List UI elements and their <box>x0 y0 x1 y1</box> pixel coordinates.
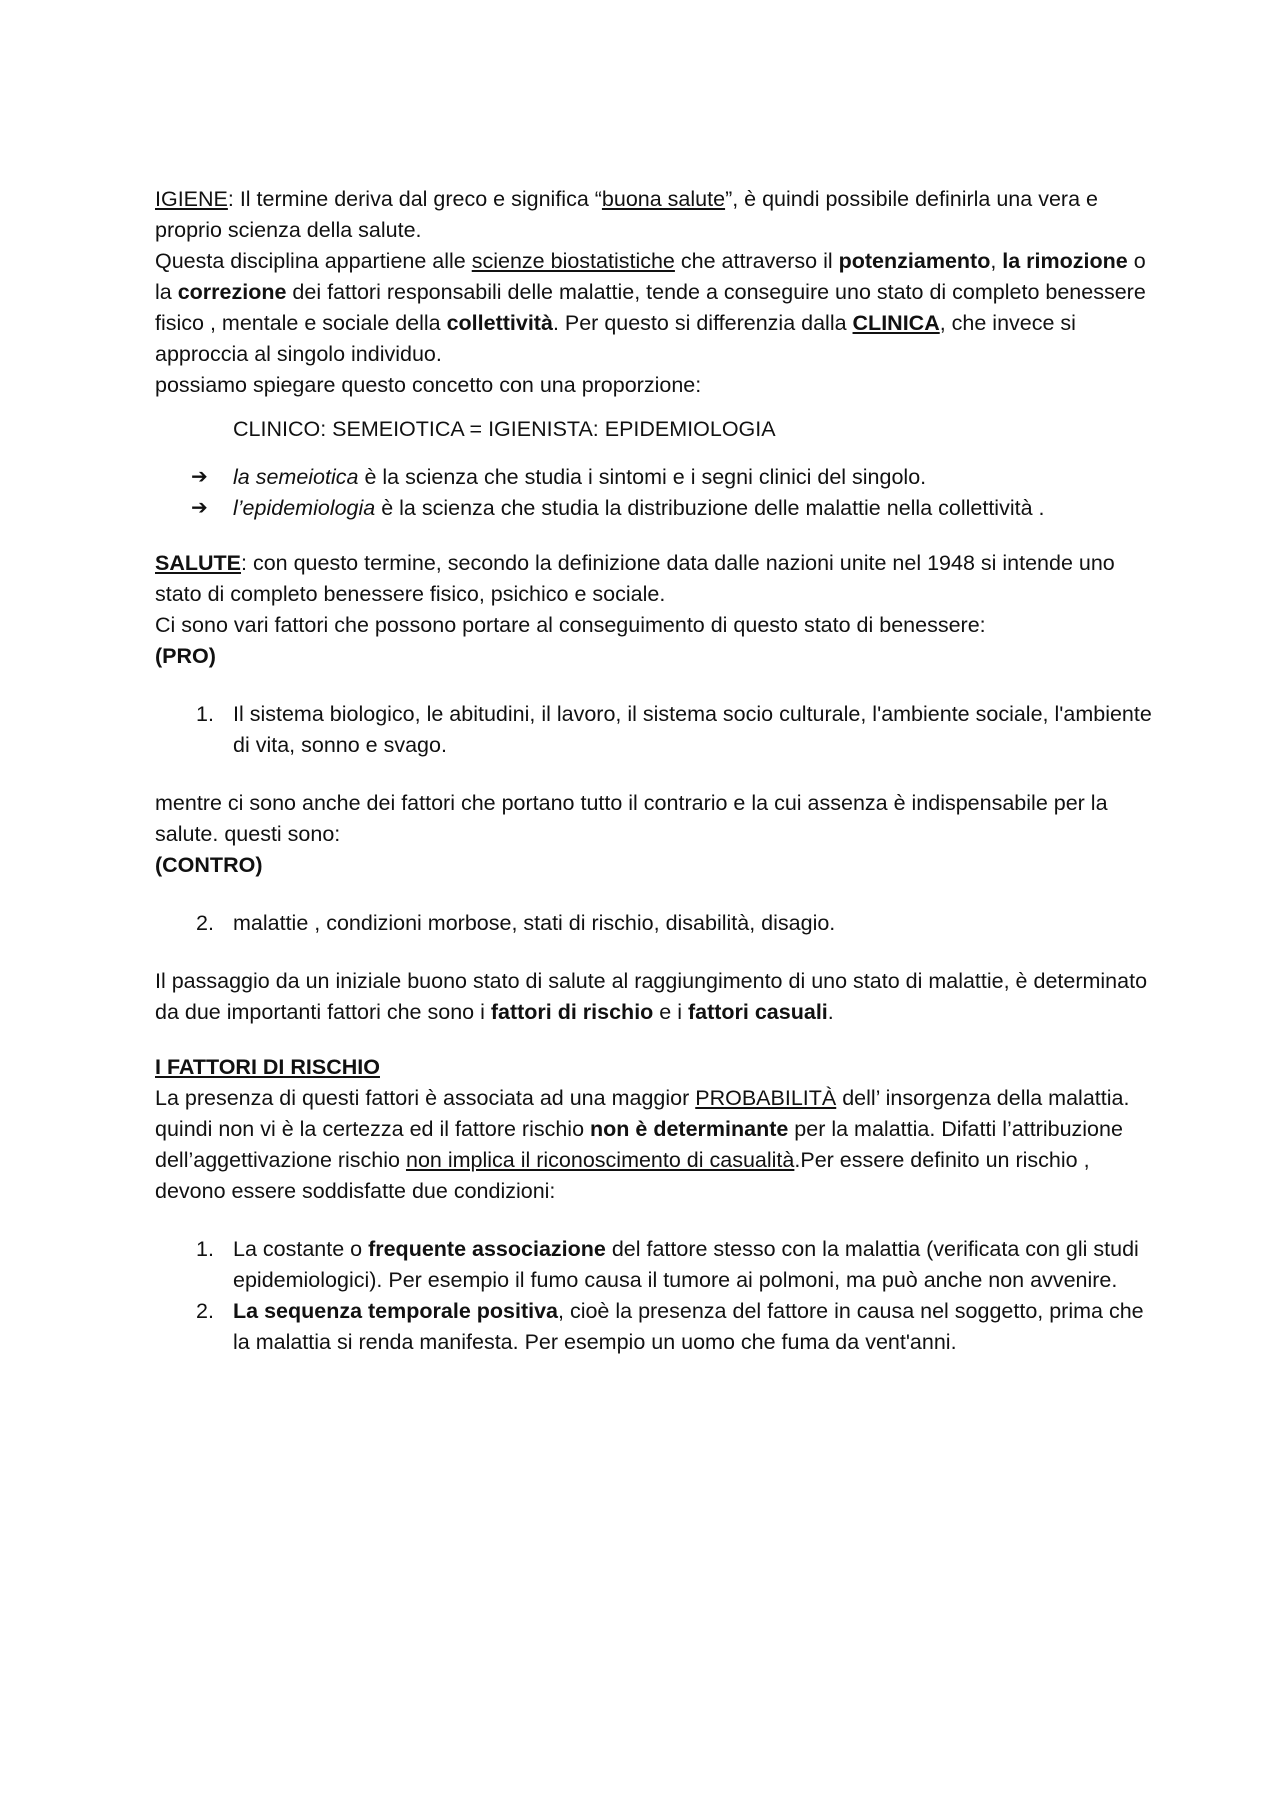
list-item <box>155 493 1155 524</box>
pro-list <box>155 699 1155 761</box>
text-run: : Il termine deriva dal greco e significa “ <box>227 187 602 211</box>
text-run: ”, è quindi possibile definirla una vera e proprio scienza della salute. <box>155 187 1098 242</box>
text-run: dell’ insorgenza della malattia. quindi non vi è la certezza ed il fattore rischio <box>155 1086 1130 1141</box>
rischio-paragraph <box>155 1083 1155 1207</box>
fattori-intro: Ci sono vari fattori che possono portare al conseguimento di questo stato di benessere: <box>155 613 986 637</box>
document-page <box>155 184 1155 1358</box>
list-number: 1. <box>196 702 214 726</box>
text-run: e i <box>653 1000 688 1024</box>
text-run: Questa disciplina appartiene alle <box>155 249 472 273</box>
list-number: 2. <box>196 911 214 935</box>
igiene-paragraph <box>155 184 1155 246</box>
text-run: : con questo termine, secondo la definizione data dalle nazioni unite nel 1948 si intende uno stato di completo benessere fisico, psichico e sociale. <box>155 551 1115 606</box>
section-heading-rischio: I FATTORI DI RISCHIO <box>155 1055 380 1079</box>
passaggio-paragraph <box>155 966 1155 1028</box>
bold-text: correzione <box>177 280 287 304</box>
bold-text: fattori casuali <box>687 1000 828 1024</box>
text-run: dei fattori responsabili delle malattie, tende a conseguire uno stato di completo benessere fisico , mentale e sociale della <box>155 280 1146 335</box>
text-run: La costante o <box>233 1237 369 1261</box>
buona-salute-text: buona salute <box>601 187 726 211</box>
list-number: 2. <box>196 1299 214 1323</box>
bold-text: non è determinante <box>590 1117 789 1141</box>
underlined-text: non implica il riconoscimento di casualità <box>405 1148 795 1172</box>
text-run: . Per questo si differenzia dalla <box>552 311 853 335</box>
text-run: del fattore stesso con la malattia (verificata con gli studi epidemiologici). Per esempio il fumo causa il tumore ai polmoni, ma può anche non avvenire. <box>233 1237 1139 1292</box>
bold-text: collettività <box>446 311 553 335</box>
bold-text: potenziamento <box>838 249 991 273</box>
contro-list <box>155 908 1155 939</box>
arrow-right-icon: ➔ <box>191 497 208 519</box>
list-item <box>155 1234 1155 1296</box>
text-run: è la scienza che studia i sintomi e i segni clinici del singolo. <box>358 465 927 489</box>
list-number: 1. <box>196 1237 214 1261</box>
bold-text: fattori di rischio <box>490 1000 654 1024</box>
text-run: . <box>827 1000 834 1024</box>
proporzione-intro: possiamo spiegare questo concetto con una proporzione: <box>155 373 702 397</box>
contro-intro: mentre ci sono anche dei fattori che portano tutto il contrario e la cui assenza è indispensabile per la salute. questi sono: <box>155 791 1108 846</box>
italic-text: l’epidemiologia <box>233 496 376 520</box>
scienze-biostatistiche-text: scienze biostatistiche <box>471 249 675 273</box>
bold-text: frequente associazione <box>368 1237 606 1261</box>
text-run: , <box>990 249 1003 273</box>
spacer <box>155 761 1155 788</box>
condizioni-list <box>155 1234 1155 1358</box>
bold-text: La sequenza temporale positiva <box>233 1299 558 1323</box>
text-run: , che invece si approccia al singolo individuo. <box>155 311 1076 366</box>
definition-bullet-list <box>155 462 1155 524</box>
italic-text: la semeiotica <box>233 465 359 489</box>
contro-label: (CONTRO) <box>155 853 263 877</box>
spacer <box>155 939 1155 966</box>
arrow-right-icon: ➔ <box>191 466 208 488</box>
spacer <box>155 881 1155 908</box>
list-item <box>155 908 1155 939</box>
pro-label: (PRO) <box>155 644 216 668</box>
text-run: è la scienza che studia la distribuzione delle malattie nella collettività . <box>375 496 1045 520</box>
list-item <box>155 1296 1155 1358</box>
spacer <box>155 524 1155 548</box>
spacer <box>155 1028 1155 1052</box>
spacer <box>155 1207 1155 1234</box>
text-run: .Per essere definito un rischio , devono essere soddisfatte due condizioni: <box>155 1148 1090 1203</box>
text-run: malattie , condizioni morbose, stati di rischio, disabilità, disagio. <box>233 911 836 935</box>
proportion-formula: CLINICO: SEMEIOTICA = IGIENISTA: EPIDEMIOLOGIA <box>233 417 776 441</box>
disciplina-paragraph <box>155 246 1155 370</box>
underlined-text: PROBABILITÀ <box>695 1086 837 1110</box>
list-item <box>155 699 1155 761</box>
list-item <box>155 462 1155 493</box>
salute-term: SALUTE <box>155 551 241 575</box>
text-run: Il sistema biologico, le abitudini, il lavoro, il sistema socio culturale, l'ambiente sociale, l'ambiente di vita, sonno e svago. <box>233 702 1152 757</box>
text-run: o la <box>155 249 1146 304</box>
text-run: , cioè la presenza del fattore in causa nel soggetto, prima che la malattia si renda manifesta. Per esempio un uomo che fuma da vent'anni. <box>233 1299 1144 1354</box>
text-run: La presenza di questi fattori è associata ad una maggior <box>155 1086 696 1110</box>
salute-paragraph <box>155 548 1155 610</box>
bold-text: la rimozione <box>1002 249 1128 273</box>
text-run: per la malattia. Difatti l’attribuzione dell’aggettivazione rischio <box>155 1117 1123 1172</box>
spacer <box>155 672 1155 699</box>
clinica-term: CLINICA <box>852 311 940 335</box>
text-run: che attraverso il <box>674 249 839 273</box>
text-run: Il passaggio da un iniziale buono stato di salute al raggiungimento di uno stato di malattie, è determinato da due importanti fattori che sono i <box>155 969 1148 1024</box>
igiene-term: IGIENE <box>155 187 228 211</box>
